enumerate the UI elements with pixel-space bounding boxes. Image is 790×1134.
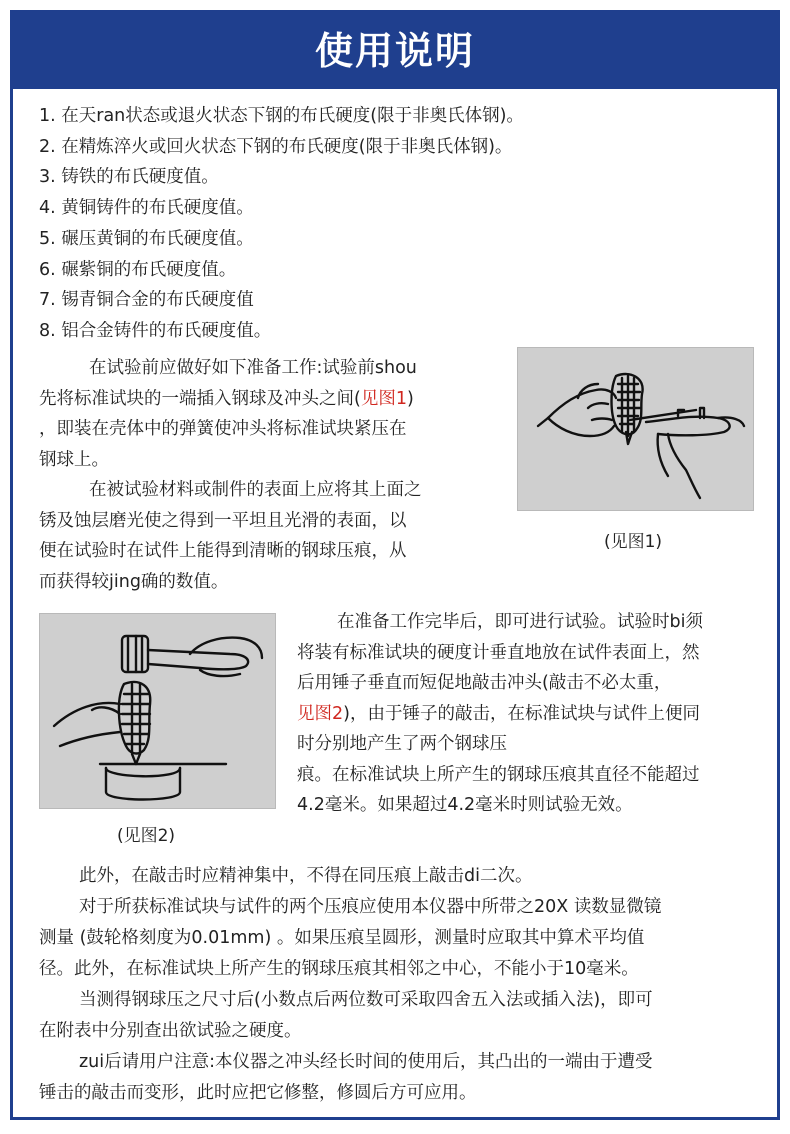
figure-1-caption: (见图1): [603, 532, 663, 552]
paragraph-line: 时分别地产生了两个钢球压: [297, 734, 507, 754]
testing-paragraph: [297, 607, 767, 821]
paragraph-line: 对于所获标准试块与试件的两个压痕应使用本仪器中所带之20X 读数显微镜: [79, 897, 662, 917]
paragraph-text: ): [406, 388, 414, 409]
paragraph-line: 痕。在标准试块上所产生的钢球压痕其直径不能超过: [297, 764, 700, 785]
figure-2-caption: (见图2): [116, 826, 176, 846]
figure-1-image: [517, 347, 754, 511]
notes-section: [39, 861, 769, 1109]
list-item: 4. 黄铜铸件的布氏硬度值。: [39, 198, 254, 219]
page-title: 使用说明: [13, 13, 777, 89]
list-item: 2. 在精炼淬火或回火状态下钢的布氏硬度(限于非奥氏体钢)。: [39, 136, 513, 157]
paragraph-line: 此外，在敲击时应精神集中，不得在同压痕上敲击di二次。: [79, 866, 533, 886]
figure-2-image: [39, 613, 276, 809]
paragraph-line: zui后请用户注意:本仪器之冲头经长时间的使用后，其凸出的一端由于遭受: [79, 1052, 653, 1072]
paragraph-line: 径。此外，在标准试块上所产生的钢球压痕其相邻之中心，不能小于10毫米。: [39, 959, 639, 979]
usage-list: [39, 101, 759, 347]
paragraph-line: 4.2毫米。如果超过4.2毫米时则试验无效。: [297, 795, 633, 815]
preparation-paragraph: [39, 353, 509, 475]
paragraph-line: 钢球上。: [39, 449, 109, 470]
hand-holding-tester-illustration: [518, 348, 754, 511]
paragraph-line: [39, 384, 509, 415]
paragraph-line: 当测得钢球压之尺寸后(小数点后两位数可采取四舍五入法或插入法)，即可: [79, 990, 653, 1010]
paragraph-line: 锤击的敲击而变形，此时应把它修整，修圆后方可应用。: [39, 1083, 477, 1103]
list-item: 3. 铸铁的布氏硬度值。: [39, 167, 219, 188]
list-item: 7. 锡青铜合金的布氏硬度值: [39, 290, 254, 311]
paragraph-text: 先将标准试块的一端插入钢球及冲头之间(: [39, 388, 361, 409]
paragraph-line: 后用锤子垂直而短促地敲击冲头(敲击不必太重，: [297, 673, 672, 693]
paragraph-line: 在准备工作完毕后，即可进行试验。试验时bi须: [337, 612, 703, 632]
paragraph-line: 在附表中分别查出欲试验之硬度。: [39, 1021, 302, 1041]
paragraph-line: 在被试验材料或制件的表面上应将其上面之: [89, 480, 422, 500]
list-item: 6. 碾紫铜的布氏硬度值。: [39, 259, 237, 280]
paragraph-line: [297, 699, 767, 730]
paragraph-line: 便在试验时在试件上能得到清晰的钢球压痕，从: [39, 541, 407, 561]
hammer-striking-tester-illustration: [40, 614, 276, 809]
paragraph-line: 在试验前应做好如下准备工作:试验前shou: [89, 358, 417, 378]
paragraph-line: 锈及蚀层磨光使之得到一平坦且光滑的表面，以: [39, 510, 407, 531]
paragraph-text: )，由于锤子的敲击，在标准试块与试件上便同: [343, 703, 700, 724]
paragraph-line: 将装有标准试块的硬度计垂直地放在试件表面上，然: [297, 642, 700, 663]
paragraph-line: 而获得较jing确的数值。: [39, 571, 229, 592]
list-item: 1. 在天ran状态或退火状态下钢的布氏硬度(限于非奥氏体钢)。: [39, 106, 524, 126]
figure-reference: 见图2: [297, 703, 344, 724]
surface-paragraph: [39, 475, 509, 597]
instruction-card: [10, 10, 780, 1120]
figure-reference: 见图1: [360, 388, 407, 409]
paragraph-line: 测量 (鼓轮格刻度为0.01mm) 。如果压痕呈圆形，测量时应取其中算术平均值: [39, 928, 645, 948]
paragraph-line: ，即装在壳体中的弹簧使冲头将标准试块紧压在: [39, 419, 407, 439]
list-item: 5. 碾压黄铜的布氏硬度值。: [39, 228, 254, 249]
list-item: 8. 铝合金铸件的布氏硬度值。: [39, 320, 272, 341]
